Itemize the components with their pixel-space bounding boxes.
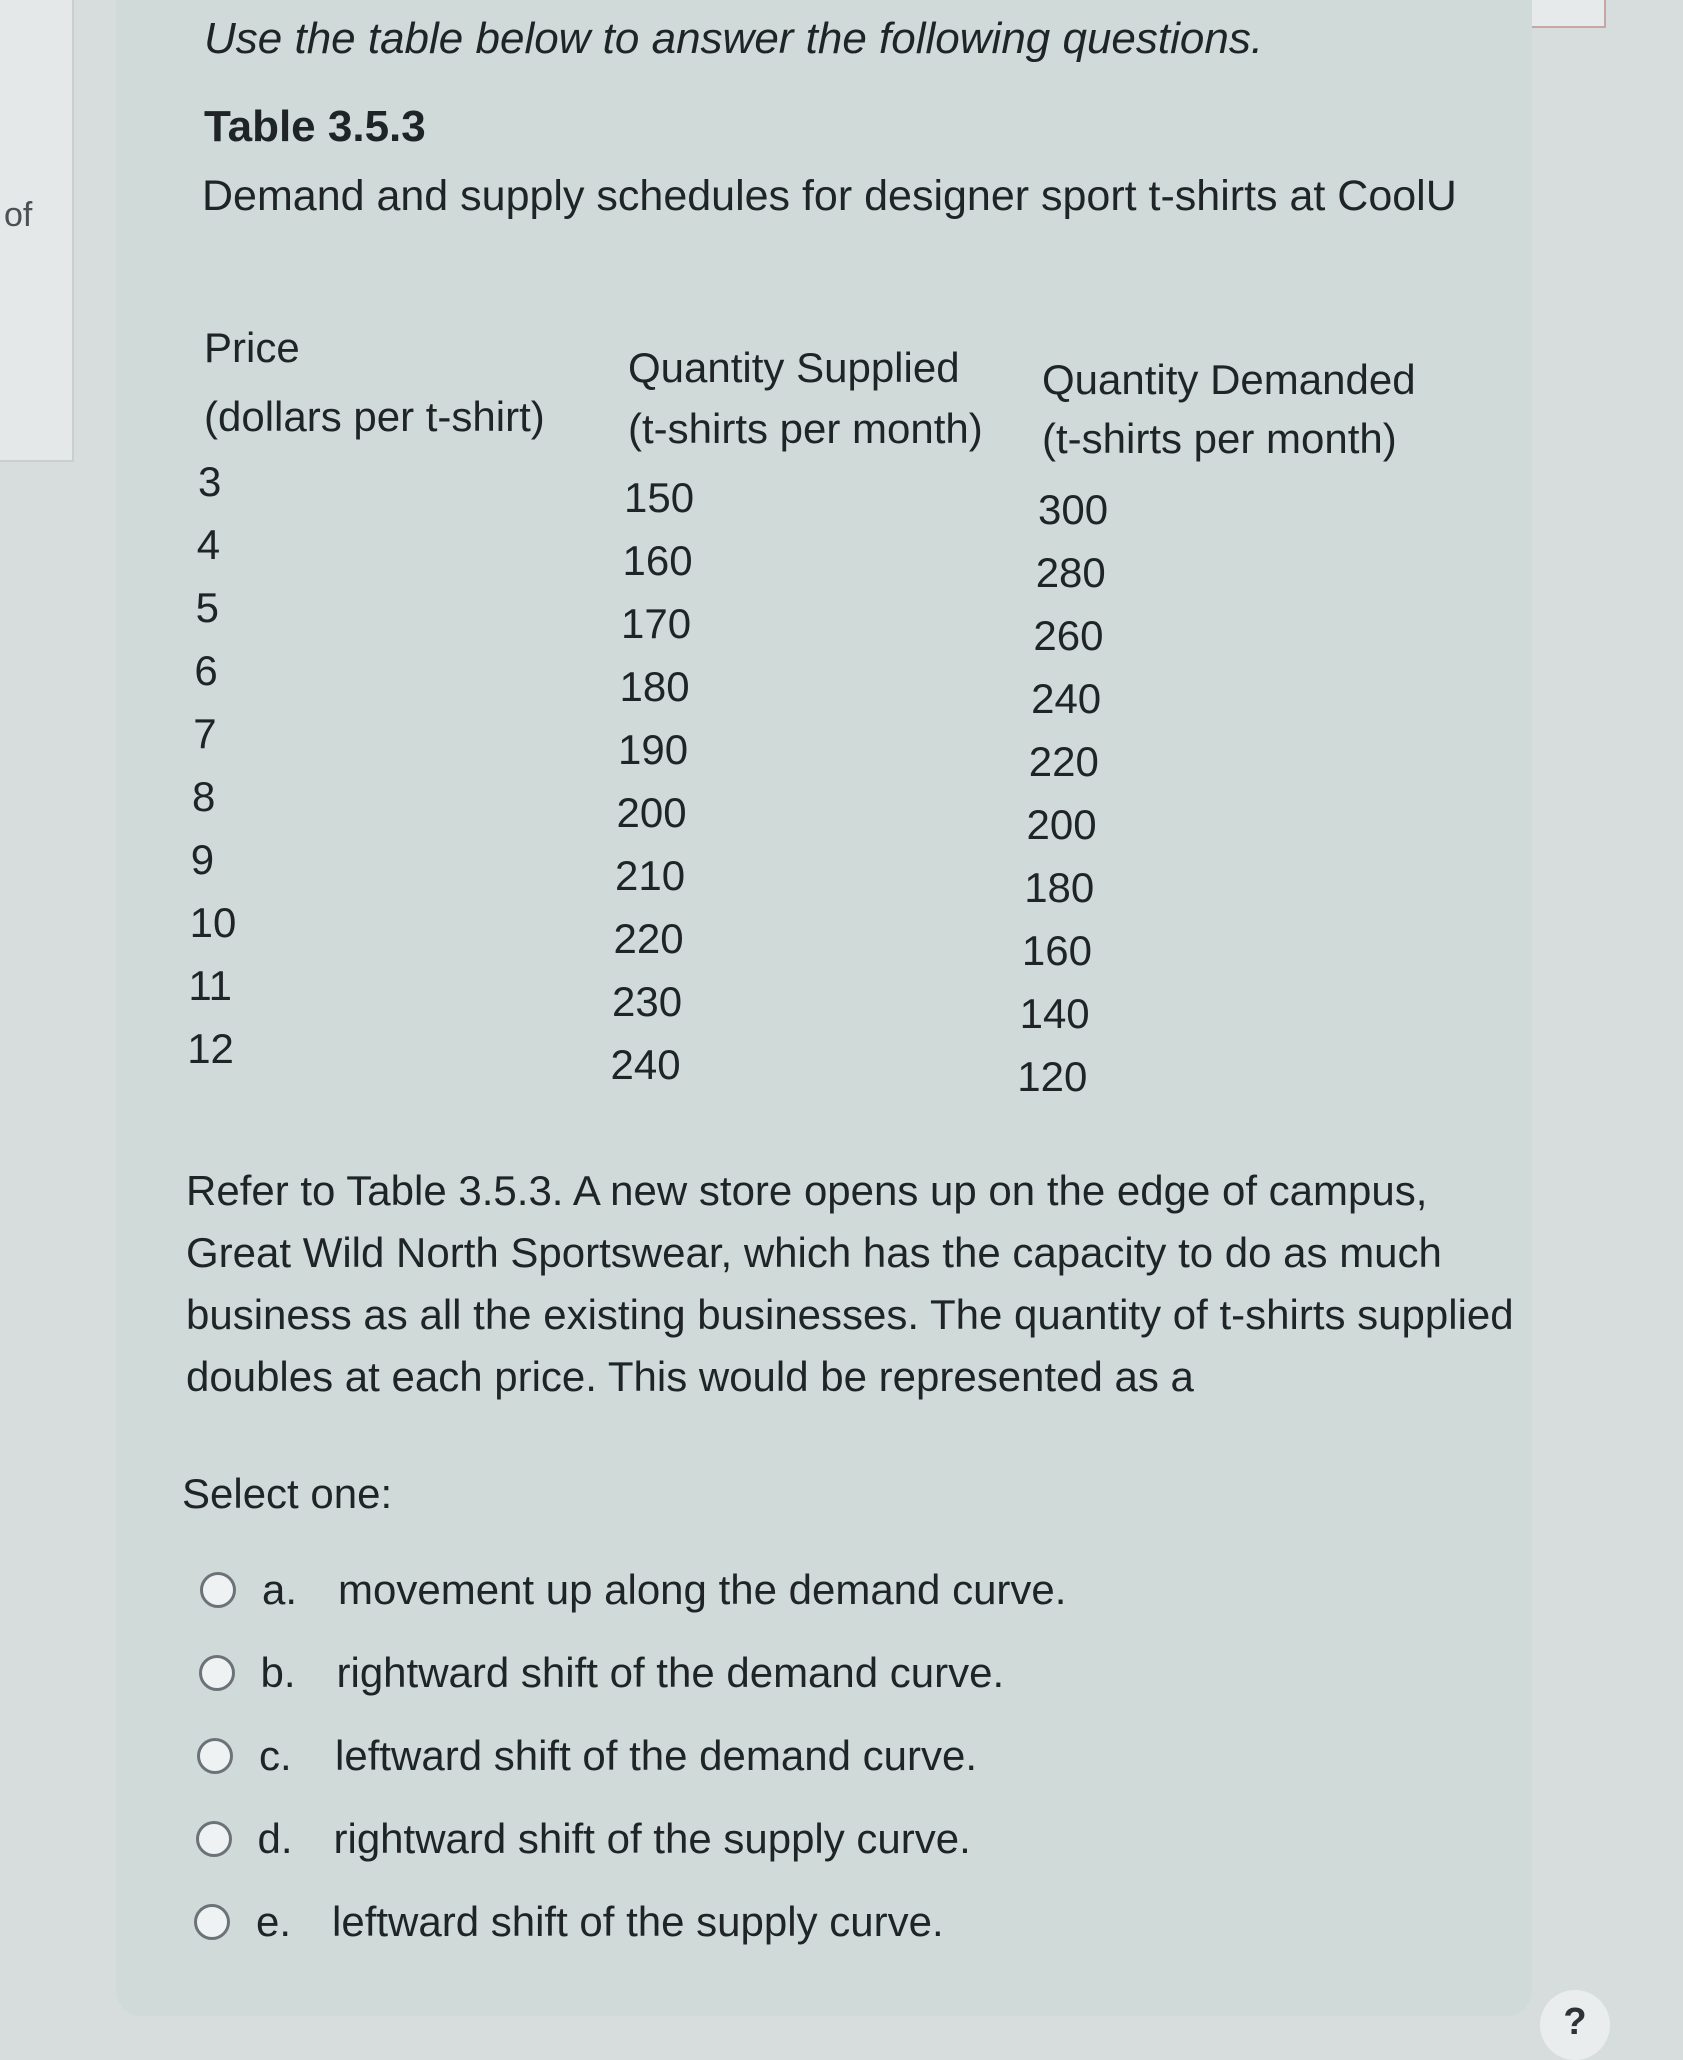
option-label: leftward shift of the supply curve. — [332, 1898, 944, 1945]
demanded-cell: 180 — [1024, 864, 1095, 911]
demanded-cell: 220 — [1028, 738, 1099, 785]
select-one-label: Select one: — [182, 1470, 393, 1517]
price-cell: 3 — [198, 458, 222, 505]
left-panel-text: of — [4, 196, 33, 234]
supplied-header-line1: Quantity Supplied — [628, 344, 960, 391]
option-letter: c. — [259, 1732, 292, 1779]
price-cell: 6 — [194, 647, 218, 694]
radio-button[interactable] — [197, 1738, 233, 1774]
supplied-cell: 170 — [621, 600, 692, 647]
supplied-cell: 150 — [624, 474, 695, 521]
option-a[interactable] — [200, 1566, 1066, 1614]
demanded-cell: 160 — [1021, 927, 1092, 974]
option-label: rightward shift of the demand curve. — [336, 1649, 1005, 1696]
supplied-header-line2: (t-shirts per month) — [628, 405, 983, 453]
demanded-cell: 280 — [1035, 549, 1106, 596]
table-caption: Demand and supply schedules for designer sport t-shirts at CoolU — [202, 172, 1457, 220]
supplied-cell: 160 — [622, 537, 693, 584]
supplied-cell: 220 — [613, 915, 684, 962]
price-cell: 12 — [187, 1025, 234, 1072]
price-cell: 11 — [188, 962, 232, 1009]
demanded-header-line1: Quantity Demanded — [1042, 356, 1416, 403]
intro-text: Use the table below to answer the following questions. — [204, 14, 1264, 63]
supplied-cell: 200 — [616, 789, 687, 836]
left-panel — [0, 0, 74, 462]
radio-button[interactable] — [196, 1821, 232, 1857]
question-text: Refer to Table 3.5.3. A new store opens up on the edge of campus, Great Wild North Sportswear, which has the capacity to do as much business as all the existing businesses. The quantity of t-shirts supplied doubles at each price. This would be represented as a — [186, 1167, 1514, 1400]
question-card — [116, 0, 1532, 2016]
price-header-line2: (dollars per t-shirt) — [204, 393, 545, 441]
demanded-cell: 120 — [1017, 1053, 1088, 1100]
radio-button[interactable] — [199, 1655, 235, 1691]
option-c[interactable] — [197, 1732, 977, 1780]
price-cell: 7 — [193, 710, 217, 757]
price-cell: 10 — [189, 899, 237, 946]
price-cell: 8 — [192, 773, 216, 820]
radio-button[interactable] — [200, 1572, 236, 1608]
table-title: Table 3.5.3 — [204, 102, 426, 151]
supplied-cell: 230 — [612, 978, 683, 1025]
price-cell: 9 — [190, 836, 215, 883]
demanded-cell: 260 — [1033, 612, 1104, 659]
supplied-cell: 180 — [619, 663, 690, 710]
price-header-line1: Price — [204, 324, 300, 371]
demanded-header — [1042, 354, 1416, 464]
help-icon[interactable]: ? — [1540, 1990, 1610, 2060]
option-letter: d. — [257, 1815, 293, 1862]
option-label: leftward shift of the demand curve. — [335, 1732, 977, 1779]
supplied-header — [628, 342, 983, 454]
demanded-cell: 200 — [1026, 801, 1097, 848]
supplied-cell: 190 — [618, 726, 689, 773]
price-header — [204, 322, 545, 442]
demanded-cell: 240 — [1031, 675, 1102, 722]
option-e[interactable] — [194, 1898, 944, 1946]
price-cell: 4 — [196, 521, 221, 568]
supplied-cell: 210 — [615, 852, 686, 899]
demanded-cell: 140 — [1019, 990, 1090, 1037]
radio-button[interactable] — [194, 1904, 230, 1940]
option-b[interactable] — [199, 1649, 1005, 1697]
option-letter: b. — [260, 1649, 296, 1696]
demanded-header-line2: (t-shirts per month) — [1042, 415, 1397, 463]
option-label: rightward shift of the supply curve. — [333, 1815, 971, 1862]
price-cell: 5 — [195, 584, 219, 631]
option-label: movement up along the demand curve. — [338, 1566, 1067, 1613]
option-letter: a. — [262, 1566, 298, 1613]
demanded-cell: 300 — [1038, 486, 1109, 533]
supplied-cell: 240 — [610, 1041, 681, 1088]
option-letter: e. — [256, 1898, 292, 1945]
option-d[interactable] — [196, 1815, 971, 1863]
